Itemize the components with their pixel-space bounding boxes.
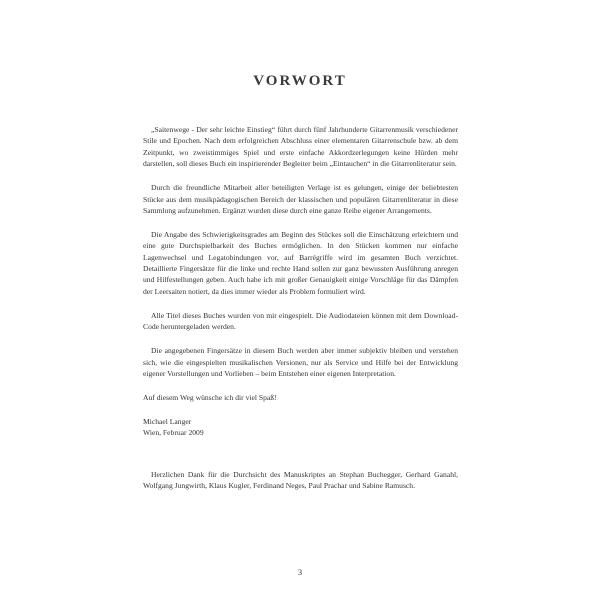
- paragraph-difficulty: Die Angabe des Schwierigkeitsgrades am Beginn des Stückes soll die Einschätzung erleichtern und eine gute Durchspielbarkeit des Buches ermöglichen. In den Stücken kommen nur einfache Lagenwechsel und Legatobindungen vor, auf Barrégriffe wird im gesamten Buch verzichtet. Detaillierte Fingersätze für die linke und rechte Hand sollen zur ganz bewussten Ausführung anregen und Hilfestellungen geben. Auch habe ich mit großer Genauigkeit einige Vorschläge für das Dämpfen der Leersaiten notiert, da dies immer wieder als Problem formuliert wird.: [143, 229, 458, 296]
- page-title: VORWORT: [253, 73, 347, 89]
- preface-body: [143, 124, 458, 504]
- paragraph-audio: Alle Titel dieses Buches wurden von mir eingespielt. Die Audiodateien können mit dem Download-Code heruntergeladen werden.: [143, 310, 458, 332]
- page-number: 3: [297, 567, 303, 577]
- signature-block: [143, 416, 458, 439]
- paragraph-fingerings: Die angegebenen Fingersätze in diesem Buch werden aber immer subjektiv bleiben und verstehen sich, wie die eingespielten musikalischen Versionen, nur als Service und Hilfe bei der Entwicklung eigener Vorstellungen und Vorlieben – beim Entstehen einer eigenen Interpretation.: [143, 346, 458, 378]
- paragraph-closing: Auf diesem Weg wünsche ich dir viel Spaß!: [143, 392, 277, 402]
- paragraph-thanks: Herzlichen Dank für die Durchsicht des Manuskriptes an Stephan Buchegger, Gerhard Ganahl, Wolfgang Jungwirth, Klaus Kugler, Ferdinand Neges, Paul Prachar und Sabine Ramusch.: [143, 469, 458, 490]
- paragraph-intro: „Saitenwege - Der sehr leichte Einstieg“ führt durch fünf Jahrhunderte Gitarrenmusik verschiedener Stile und Epochen. Nach dem erfolgreichen Abschluss einer elementaren Gitarrenschule bzw. ab dem Zeitpunkt, wo zweistimmiges Spiel und erste einfache Akkordzerlegungen keine Hürden mehr darstellen, soll dieses Buch ein inspirierender Begleiter beim „Eintauchen“ in die Gitarrenliteratur sein.: [143, 125, 458, 169]
- place-date: Wien, Februar 2009: [143, 428, 204, 438]
- paragraph-publishers: Durch die freundliche Mitarbeit aller beteiligten Verlage ist es gelungen, einige der beliebtesten Stücke aus dem musikpädagogischen Bereich der klassischen und populären Gitarrenliteratur in diese Sammlung aufzunehmen. Ergänzt wurden diese durch eine ganze Reihe eigener Arrangements.: [143, 183, 458, 215]
- author-name: Michael Langer: [143, 416, 192, 426]
